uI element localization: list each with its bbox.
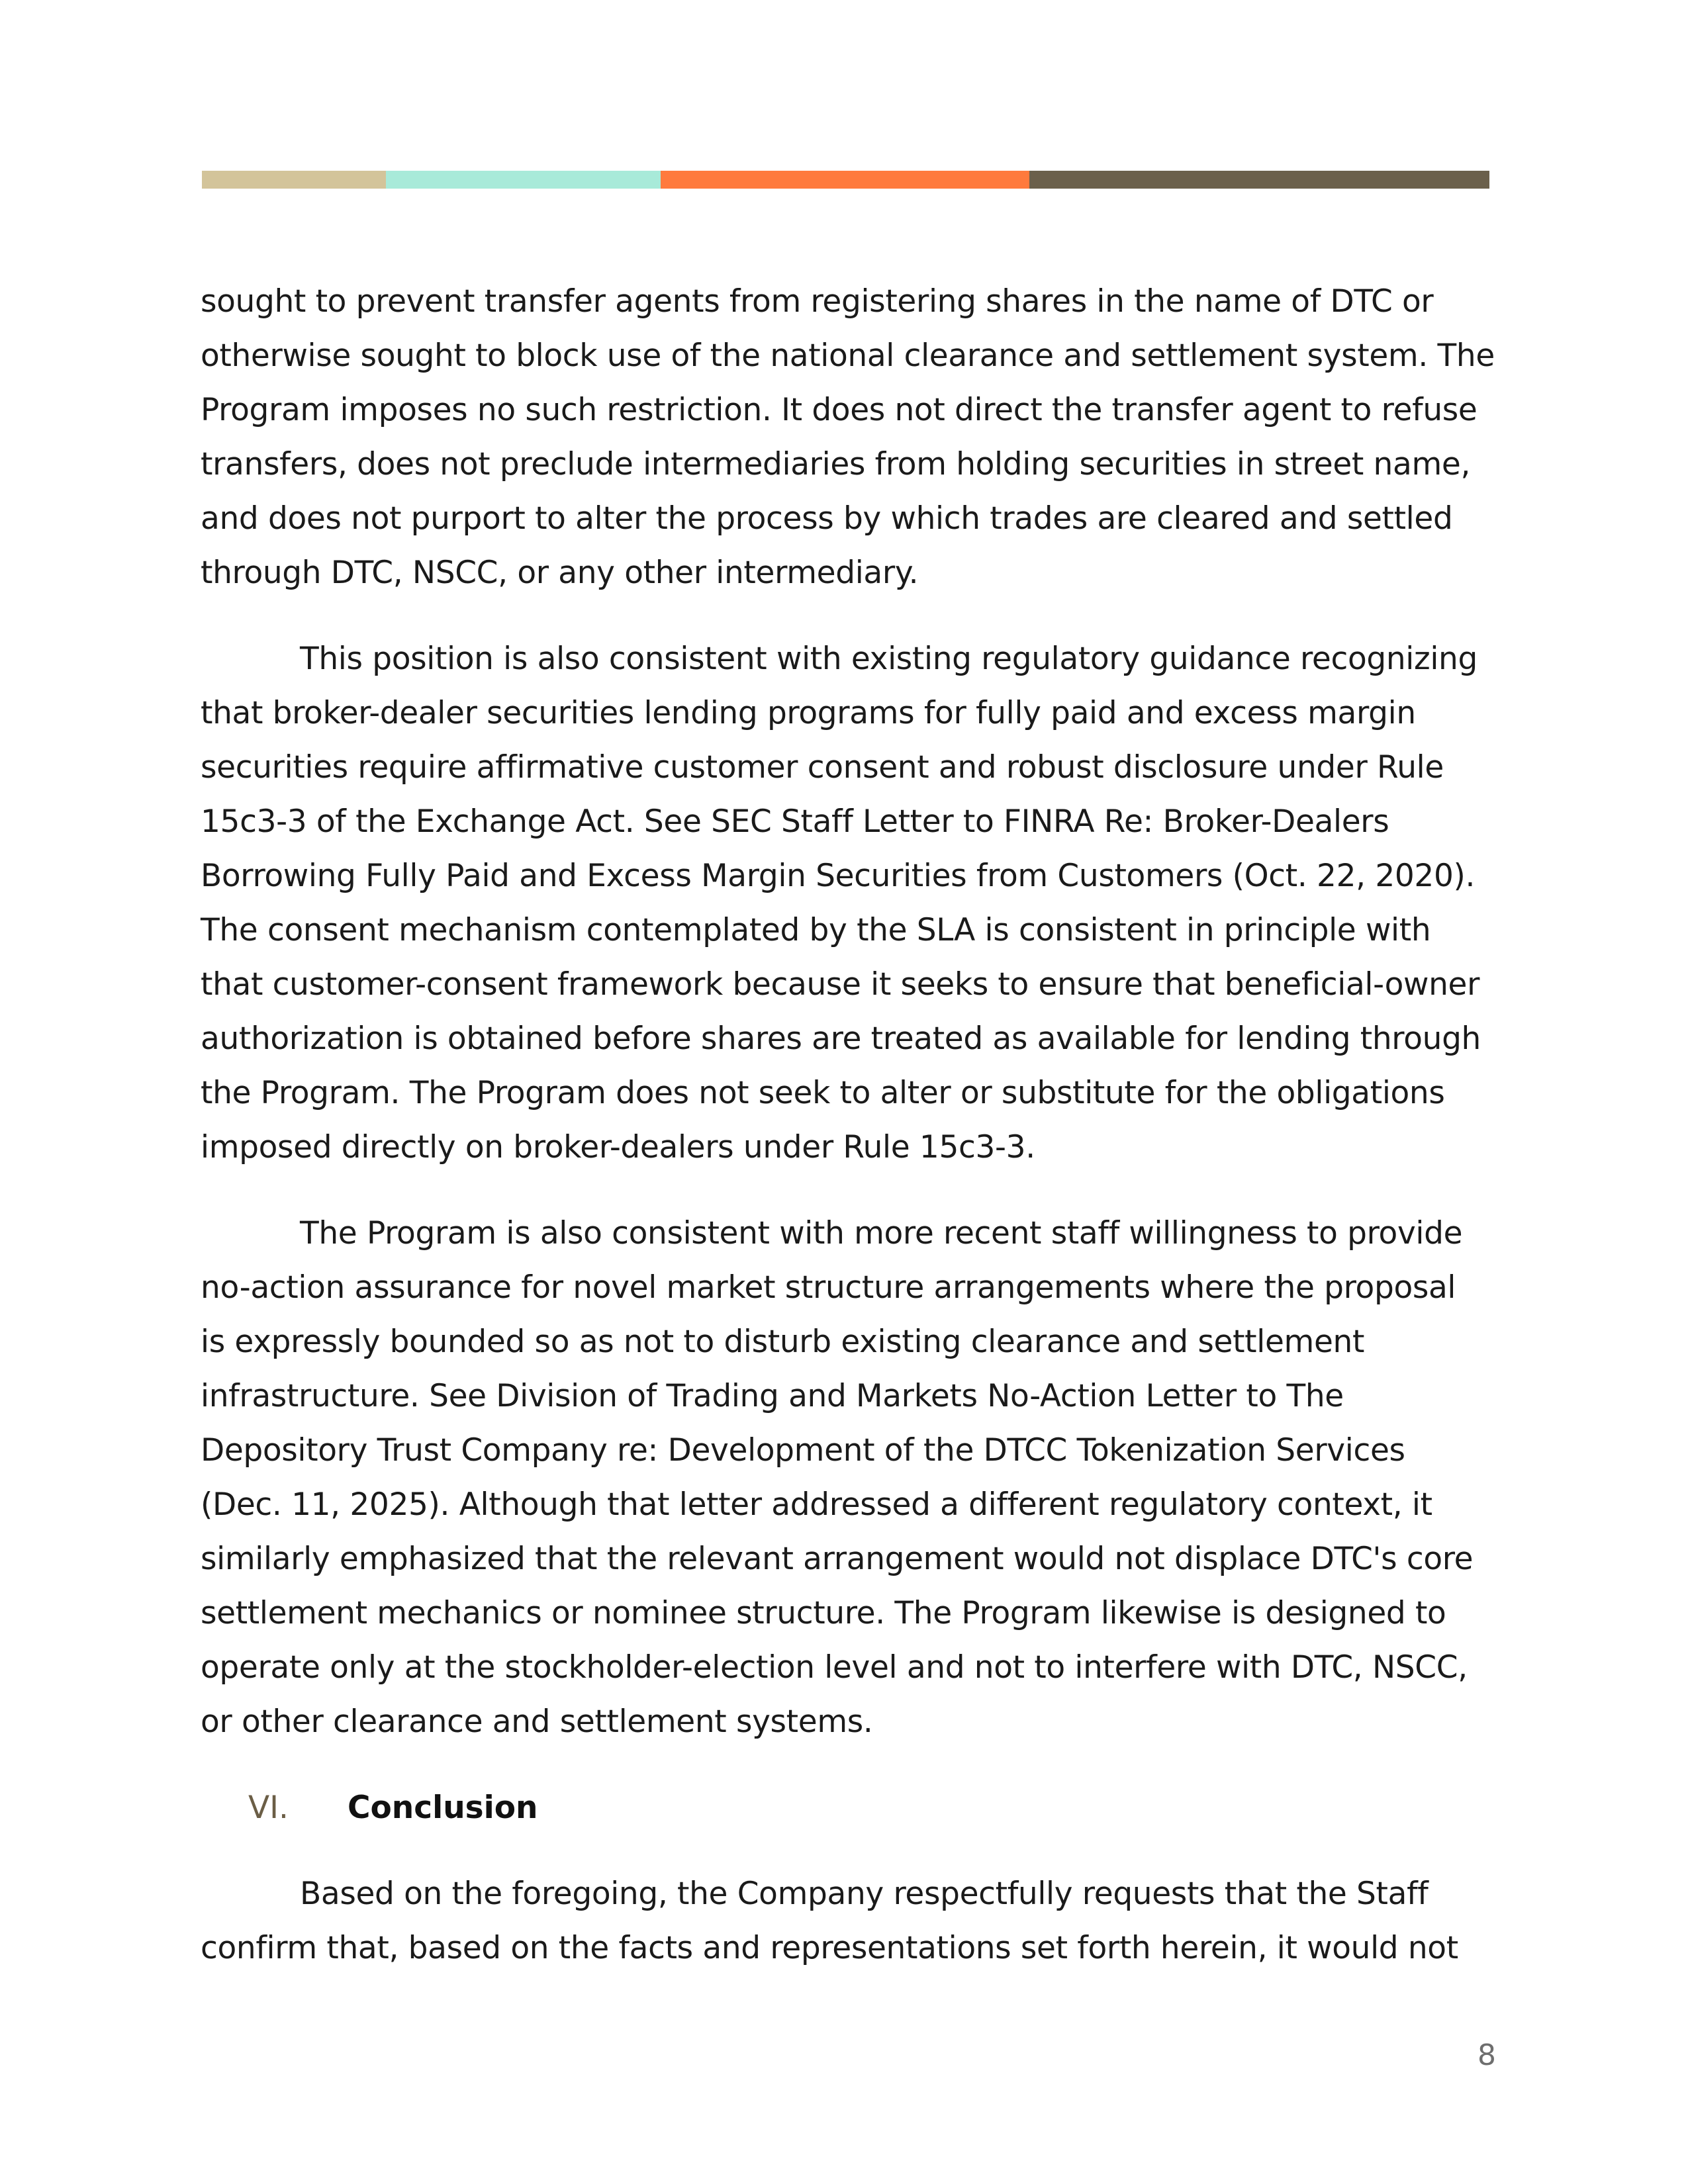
text-line: authorization is obtained before shares are treated as available for lending through [201, 1021, 1481, 1057]
text-line: similarly emphasized that the relevant arrangement would not displace DTC's core [201, 1541, 1474, 1577]
text-line: through DTC, NSCC, or any other intermediary. [201, 555, 919, 591]
text-line: that customer-consent framework because it seeks to ensure that beneficial-owner [201, 966, 1480, 1003]
section-heading [201, 1781, 1498, 1835]
text-line: and does not purport to alter the process by which trades are cleared and settled [201, 500, 1453, 537]
text-line: Program imposes no such restriction. It does not direct the transfer agent to refuse [201, 392, 1477, 428]
text-line: otherwise sought to block use of the national clearance and settlement system. The [201, 338, 1495, 374]
text-line: (Dec. 11, 2025). Although that letter addressed a different regulatory context, it [201, 1486, 1432, 1523]
text-line: This position is also consistent with existing regulatory guidance recognizing [300, 641, 1477, 677]
text-line: Based on the foregoing, the Company respectfully requests that the Staff [300, 1876, 1429, 1912]
text-line: sought to prevent transfer agents from registering shares in the name of DTC or [201, 283, 1434, 320]
text-line: transfers, does not preclude intermediaries from holding securities in street name, [201, 446, 1471, 482]
paragraph-clearance-system [201, 275, 1498, 600]
color-bar-segment-mint [386, 171, 661, 189]
text-line: infrastructure. See Division of Trading and Markets No-Action Letter to The [201, 1378, 1344, 1414]
text-line: operate only at the stockholder-election level and not to interfere with DTC, NSCC, [201, 1649, 1468, 1686]
text-line: 15c3-3 of the Exchange Act. See SEC Staff Letter to FINRA Re: Broker-Dealers [201, 803, 1389, 840]
text-line: confirm that, based on the facts and representations set forth herein, it would not [201, 1930, 1458, 1966]
header-color-bar [202, 171, 1489, 189]
section-number: VI. [248, 1790, 289, 1826]
paragraph-regulatory-guidance [201, 632, 1498, 1175]
text-line: settlement mechanics or nominee structure. The Program likewise is designed to [201, 1595, 1446, 1631]
text-line: imposed directly on broker-dealers under Rule 15c3-3. [201, 1129, 1035, 1165]
text-line: is expressly bounded so as not to disturb existing clearance and settlement [201, 1324, 1365, 1360]
paragraph-conclusion [201, 1867, 1498, 1976]
text-line: securities require affirmative customer consent and robust disclosure under Rule [201, 749, 1444, 786]
text-line: or other clearance and settlement systems. [201, 1704, 873, 1740]
text-line: Borrowing Fully Paid and Excess Margin Securities from Customers (Oct. 22, 2020). [201, 858, 1476, 894]
document-body [201, 275, 1498, 2007]
text-line: The Program is also consistent with more recent staff willingness to provide [300, 1215, 1463, 1251]
color-bar-segment-tan [202, 171, 386, 189]
text-line: that broker-dealer securities lending programs for fully paid and excess margin [201, 695, 1416, 731]
color-bar-segment-orange [661, 171, 1029, 189]
text-line: the Program. The Program does not seek to alter or substitute for the obligations [201, 1075, 1445, 1111]
text-line: no-action assurance for novel market structure arrangements where the proposal [201, 1269, 1456, 1306]
text-line: Depository Trust Company re: Development of the DTCC Tokenization Services [201, 1432, 1405, 1469]
color-bar-segment-brown [1029, 171, 1489, 189]
section-title: Conclusion [348, 1790, 538, 1826]
page-number: 8 [1477, 2038, 1496, 2072]
paragraph-no-action-assurance [201, 1206, 1498, 1749]
text-line: The consent mechanism contemplated by the SLA is consistent in principle with [201, 912, 1431, 948]
